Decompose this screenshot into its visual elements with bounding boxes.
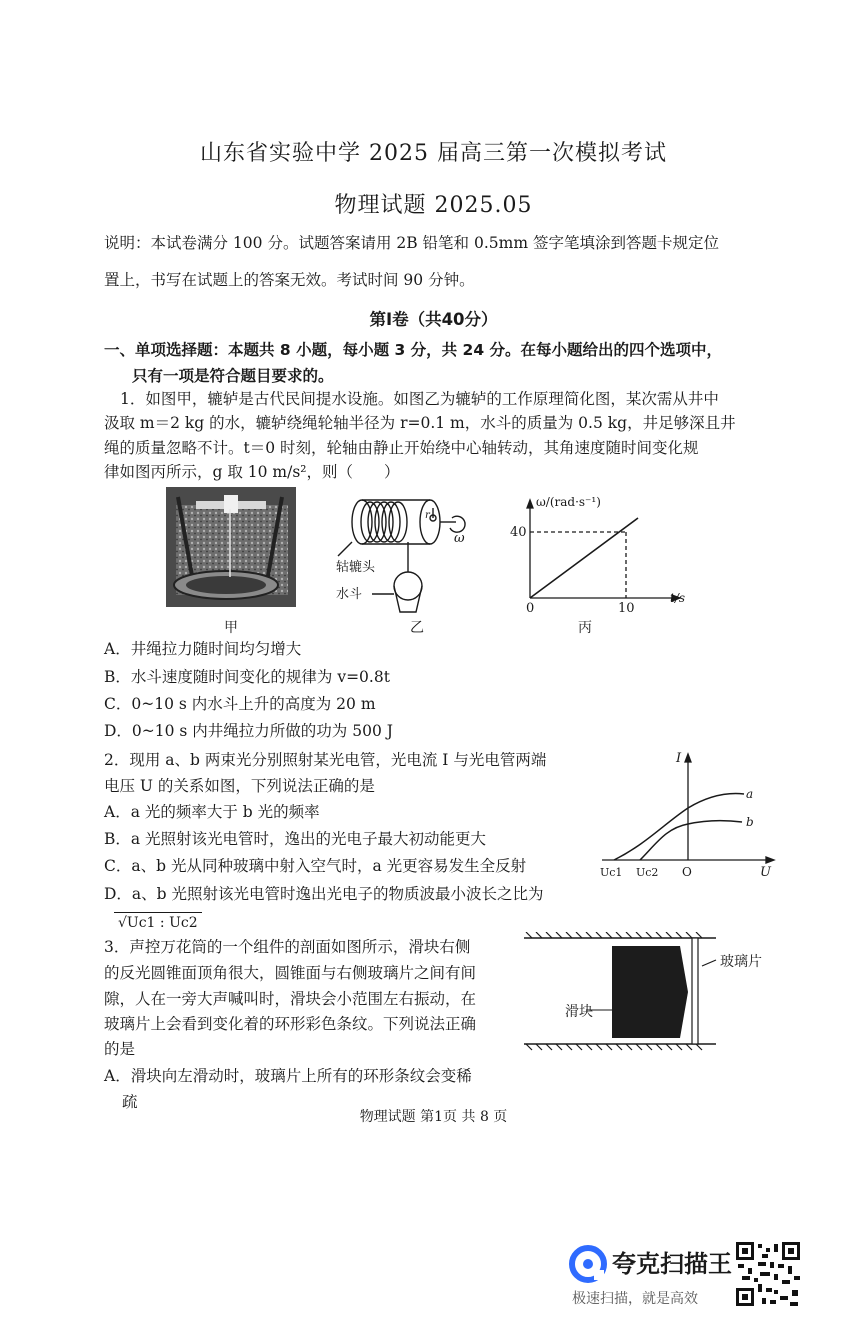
q3-stem-1: 3．声控万花筒的一个组件的剖面如图所示，滑块右侧 — [104, 938, 471, 956]
uc2-label: Uc2 — [636, 866, 659, 879]
bucket-label: 水斗 — [336, 587, 363, 602]
q1-stem-3: 绳的质量忽略不计。t＝0 时刻，轮轴由静止开始绕中心轴转动，其角速度随时间变化规 — [104, 439, 699, 457]
q1-option-b: B．水斗速度随时间变化的规律为 v=0.8t — [104, 668, 390, 686]
slider-glass-diagram — [520, 932, 720, 1054]
omega-label: ω — [454, 531, 465, 546]
fig-bing-label: 丙 — [578, 620, 592, 636]
note-line-1: 说明：本试卷满分 100 分。试题答案请用 2B 铅笔和 0.5mm 签字笔填涂到答题卡规定位 — [104, 234, 719, 252]
q2-stem-1: 2．现用 a、b 两束光分别照射某光电管，光电流 I 与光电管两端 — [104, 751, 547, 769]
q1-stem-4: 律如图丙所示，g 取 10 m/s²，则（ ） — [104, 463, 400, 481]
graph2-ylabel: I — [676, 751, 682, 766]
section-heading: 第Ⅰ卷（共40分） — [369, 310, 498, 329]
uc1-label: Uc1 — [600, 866, 623, 879]
q3-stem-2: 的反光圆锥面顶角很大，圆锥面与右侧玻璃片之间有间 — [104, 964, 477, 982]
slider-label: 滑块 — [565, 1004, 593, 1020]
qr-code-icon — [734, 1240, 802, 1308]
watermark-brand: 夸克扫描王 — [612, 1250, 732, 1278]
graph-origin: 0 — [526, 601, 535, 616]
exam-title: 山东省实验中学 2025 届高三第一次模拟考试 — [200, 141, 667, 166]
q3-stem-3: 隙，人在一旁大声喊叫时，滑块会小范围左右振动，在 — [104, 990, 477, 1008]
quark-logo-icon — [568, 1244, 608, 1284]
q1-option-c: C．0~10 s 内水斗上升的高度为 20 m — [104, 695, 376, 713]
q2-option-b: B．a 光照射该光电管时，逸出的光电子最大初动能更大 — [104, 830, 487, 848]
q2-stem-2: 电压 U 的关系如图，下列说法正确的是 — [104, 777, 375, 795]
graph-xlabel: t/s — [670, 591, 686, 605]
radius-label: r — [425, 510, 430, 521]
q3-stem-5: 的是 — [104, 1040, 136, 1058]
omega-time-graph — [500, 490, 690, 620]
well-photo — [166, 487, 296, 607]
watermark-slogan: 极速扫描，就是高效 — [572, 1291, 698, 1307]
q2-option-a: A．a 光的频率大于 b 光的频率 — [104, 803, 320, 821]
q3-option-a: A．滑块向左滑动时，玻璃片上所有的环形条纹会变稀 — [104, 1067, 472, 1085]
q2-option-d: D．a、b 光照射该光电管时逸出光电子的物质波最小波长之比为 — [104, 885, 544, 903]
section-instruction-1: 一、单项选择题：本题共 8 小题，每小题 3 分，共 24 分。在每小题给出的四个选项中， — [104, 341, 723, 359]
q3-option-a-cont: 疏 — [122, 1093, 138, 1111]
curve-b-label: b — [746, 815, 754, 829]
note-line-2: 置上，书写在试题上的答案无效。考试时间 90 分钟。 — [104, 271, 475, 289]
q1-option-a: A．井绳拉力随时间均匀增大 — [104, 640, 302, 658]
graph-ytick-40: 40 — [510, 525, 527, 540]
fig-jia-label: 甲 — [224, 620, 238, 636]
glass-label: 玻璃片 — [720, 954, 762, 970]
q1-stem-1: 1．如图甲，辘轳是古代民间提水设施。如图乙为辘轳的工作原理简化图，某次需从井中 — [120, 390, 719, 408]
graph-xtick-10: 10 — [618, 601, 635, 616]
q2-option-c: C．a、b 光从同种玻璃中射入空气时，a 光更容易发生全反射 — [104, 857, 527, 875]
graph2-origin: O — [682, 865, 692, 879]
q1-option-d: D．0~10 s 内井绳拉力所做的功为 500 J — [104, 722, 393, 740]
page-footer: 物理试题 第1页 共 8 页 — [359, 1109, 508, 1125]
section-instruction-2: 只有一项是符合题目要求的。 — [132, 367, 334, 385]
graph-ylabel: ω/(rad·s⁻¹) — [536, 495, 601, 509]
fig-yi-label: 乙 — [410, 620, 424, 636]
graph2-xlabel: U — [760, 865, 771, 880]
lulu-head-label: 轱辘头 — [336, 560, 376, 575]
q1-stem-2: 汲取 m＝2 kg 的水，辘轳绕绳轮轴半径为 r=0.1 m，水斗的质量为 0.5 kg，井足够深且井 — [104, 414, 736, 432]
q3-stem-4: 玻璃片上会看到变化着的环形彩色条纹。下列说法正确 — [104, 1015, 477, 1033]
q2-ratio: √Uc1 : Uc2 — [114, 912, 202, 933]
paper-subtitle: 物理试题 2025.05 — [334, 193, 533, 218]
photocurrent-graph — [596, 748, 776, 883]
curve-a-label: a — [746, 787, 754, 801]
